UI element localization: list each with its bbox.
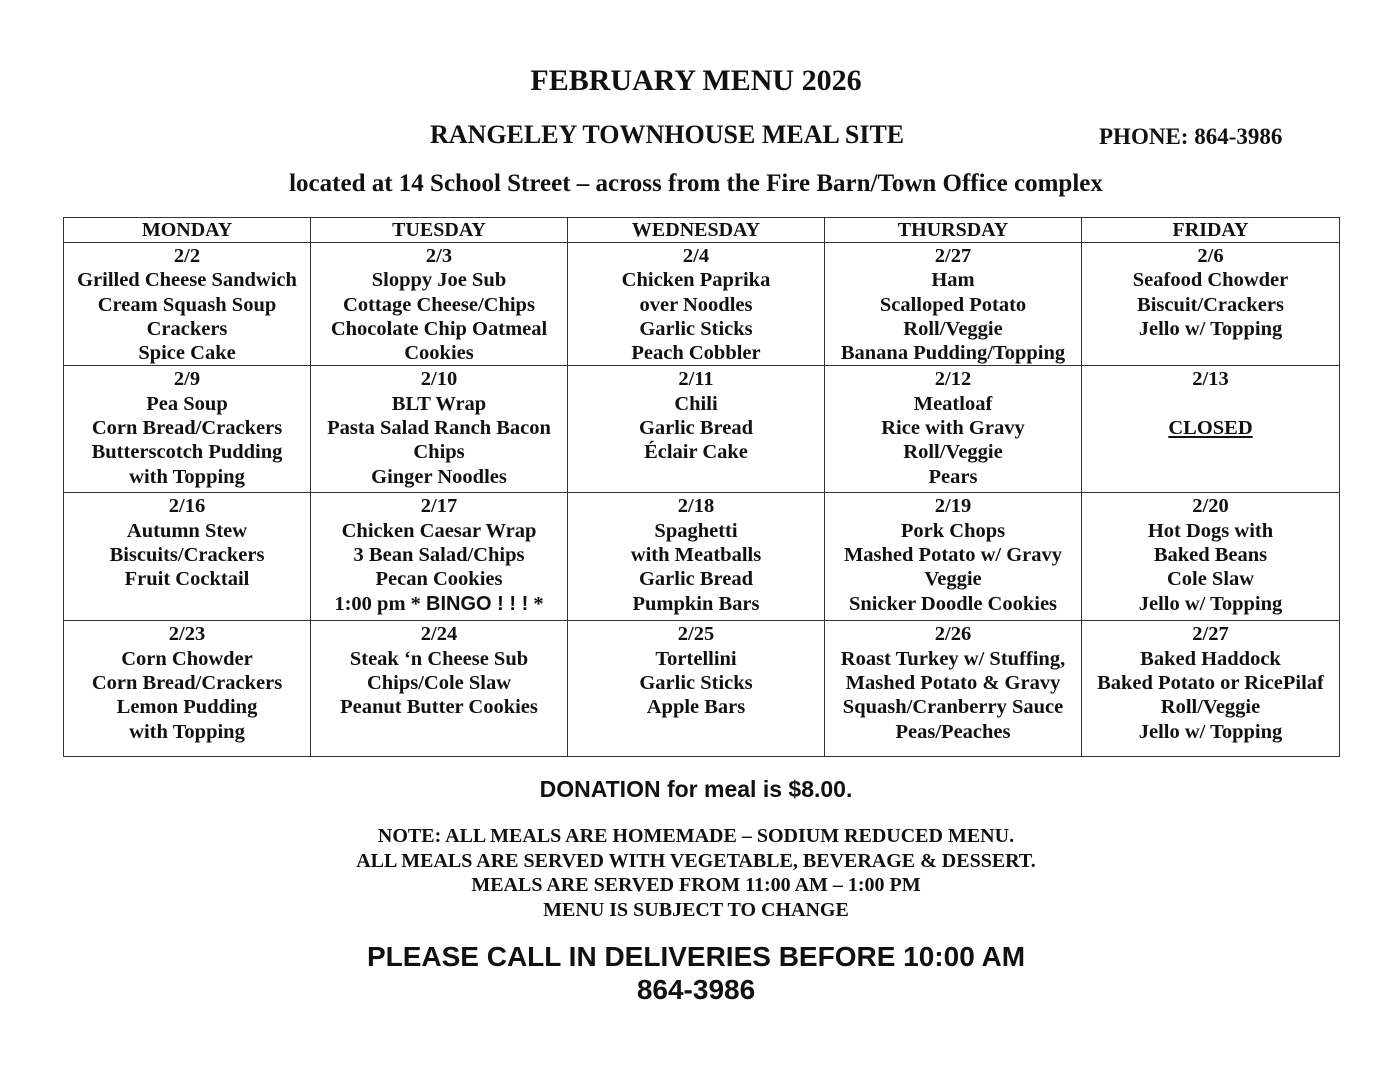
menu-item: BLT Wrap bbox=[391, 392, 487, 415]
menu-date: 2/20 bbox=[1192, 495, 1229, 518]
menu-item: Baked Beans bbox=[1153, 544, 1268, 567]
menu-item: Pumpkin Bars bbox=[632, 592, 760, 615]
menu-cell bbox=[568, 621, 825, 757]
site-name: RANGELEY TOWNHOUSE MEAL SITE bbox=[430, 120, 905, 149]
menu-date: 2/18 bbox=[677, 495, 715, 518]
menu-table bbox=[63, 217, 1340, 757]
menu-date: 2/11 bbox=[678, 368, 714, 391]
page-title: FEBRUARY MENU 2026 bbox=[530, 64, 862, 97]
site-location: located at 14 School Street – across from the Fire Barn/Town Office complex bbox=[289, 170, 1103, 197]
menu-item: Sloppy Joe Sub bbox=[371, 269, 507, 292]
menu-cell bbox=[568, 243, 825, 366]
menu-item: Éclair Cake bbox=[644, 441, 748, 464]
menu-cell bbox=[64, 243, 311, 366]
menu-item: Mashed Potato w/ Gravy bbox=[843, 544, 1063, 567]
menu-date: 2/17 bbox=[420, 495, 458, 518]
menu-item: Chili bbox=[674, 392, 718, 415]
menu-cell bbox=[311, 366, 568, 493]
menu-cell bbox=[825, 243, 1082, 366]
menu-item: Chips bbox=[413, 441, 465, 464]
menu-cell bbox=[825, 493, 1082, 621]
menu-item: Ginger Noodles bbox=[371, 465, 507, 488]
menu-date: 2/24 bbox=[420, 623, 458, 646]
menu-item: Baked Haddock bbox=[1140, 647, 1281, 670]
menu-date: 2/26 bbox=[934, 623, 972, 646]
menu-item: Autumn Stew bbox=[126, 519, 248, 542]
menu-cell bbox=[825, 621, 1082, 757]
menu-cell bbox=[1082, 243, 1340, 366]
menu-item: Pecan Cookies bbox=[375, 568, 503, 591]
menu-date: 2/19 bbox=[934, 495, 972, 518]
menu-date: 2/10 bbox=[420, 368, 458, 391]
day-header-monday: MONDAY bbox=[64, 218, 311, 243]
menu-item: Biscuit/Crackers bbox=[1137, 293, 1284, 316]
menu-item: Squash/Cranberry Sauce bbox=[842, 696, 1064, 719]
menu-cell bbox=[64, 366, 311, 493]
menu-date: 2/4 bbox=[682, 245, 710, 267]
menu-item: 3 Bean Salad/Chips bbox=[353, 544, 525, 567]
menu-cell bbox=[1082, 621, 1340, 757]
menu-item: Cole Slaw bbox=[1166, 568, 1255, 591]
menu-item: Steak ‘n Cheese Sub bbox=[349, 647, 529, 670]
menu-item: Corn Bread/Crackers bbox=[91, 417, 283, 440]
menu-item: Corn Bread/Crackers bbox=[91, 672, 283, 695]
delivery-instruction: PLEASE CALL IN DELIVERIES BEFORE 10:00 AM bbox=[366, 941, 1026, 972]
menu-item: Jello w/ Topping bbox=[1138, 720, 1283, 743]
menu-item: Rice with Gravy bbox=[881, 417, 1025, 440]
menu-item: Peas/Peaches bbox=[895, 720, 1011, 743]
menu-item: Roll/Veggie bbox=[903, 441, 1003, 464]
menu-item: Baked Potato or RicePilaf bbox=[1097, 672, 1324, 695]
menu-item: Garlic Sticks bbox=[639, 317, 753, 340]
menu-item: Biscuits/Crackers bbox=[109, 544, 265, 567]
week-row bbox=[64, 243, 1340, 366]
bingo-end: * bbox=[533, 592, 544, 615]
menu-spacer bbox=[1082, 392, 1339, 416]
note-line: NOTE: ALL MEALS ARE HOMEMADE – SODIUM REDUCED MENU. bbox=[377, 825, 1015, 847]
menu-date: 2/13 bbox=[1192, 368, 1229, 391]
menu-item: with Meatballs bbox=[630, 544, 762, 567]
menu-item: Peanut Butter Cookies bbox=[340, 696, 538, 719]
menu-item: with Topping bbox=[129, 720, 245, 743]
menu-cell bbox=[568, 366, 825, 493]
week-row bbox=[64, 493, 1340, 621]
note-line: MEALS ARE SERVED FROM 11:00 AM – 1:00 PM bbox=[471, 874, 921, 896]
meal-notes bbox=[0, 824, 1392, 922]
menu-item: Cottage Cheese/Chips bbox=[343, 293, 535, 316]
menu-date: 2/23 bbox=[168, 623, 206, 646]
site-phone: PHONE: 864-3986 bbox=[1099, 124, 1283, 149]
closed-label: CLOSED bbox=[1168, 417, 1253, 440]
menu-item: Banana Pudding/Topping bbox=[840, 342, 1066, 365]
menu-item: Chocolate Chip Oatmeal bbox=[330, 317, 548, 340]
menu-item: Pears bbox=[928, 465, 978, 488]
menu-item: Grilled Cheese Sandwich bbox=[77, 269, 297, 292]
day-header-friday: FRIDAY bbox=[1082, 218, 1340, 243]
menu-cell bbox=[311, 621, 568, 757]
menu-cell bbox=[64, 621, 311, 757]
menu-item: Tortellini bbox=[655, 647, 737, 670]
menu-item: Garlic Sticks bbox=[639, 672, 753, 695]
menu-item: Pasta Salad Ranch Bacon bbox=[327, 417, 551, 440]
menu-item: Spaghetti bbox=[654, 519, 738, 542]
week-row bbox=[64, 366, 1340, 493]
delivery-notice bbox=[0, 940, 1392, 1006]
menu-item: Roast Turkey w/ Stuffing, bbox=[840, 647, 1066, 670]
menu-item: Butterscotch Pudding bbox=[91, 441, 283, 464]
menu-cell bbox=[311, 493, 568, 621]
menu-item: Mashed Potato & Gravy bbox=[845, 672, 1061, 695]
note-line: MENU IS SUBJECT TO CHANGE bbox=[543, 898, 849, 921]
menu-item: Seafood Chowder bbox=[1132, 269, 1289, 292]
menu-date: 2/27 bbox=[1192, 623, 1229, 646]
menu-date: 2/3 bbox=[425, 245, 453, 267]
day-header-row bbox=[64, 218, 1340, 243]
menu-item: with Topping bbox=[129, 465, 245, 488]
menu-cell bbox=[311, 243, 568, 366]
menu-item: Ham bbox=[931, 269, 975, 292]
note-line: ALL MEALS ARE SERVED WITH VEGETABLE, BEVERAGE & DESSERT. bbox=[356, 849, 1036, 872]
menu-date: 2/27 bbox=[934, 245, 972, 267]
menu-item: Scalloped Potato bbox=[879, 293, 1027, 316]
menu-item: Apple Bars bbox=[646, 696, 746, 719]
bingo-label: BINGO ! ! ! bbox=[426, 592, 529, 615]
menu-date: 2/9 bbox=[173, 368, 201, 391]
menu-date: 2/2 bbox=[173, 245, 201, 267]
menu-cell bbox=[825, 366, 1082, 493]
menu-date: 2/6 bbox=[1197, 245, 1224, 267]
donation-note: DONATION for meal is $8.00. bbox=[539, 776, 853, 802]
menu-cell bbox=[64, 493, 311, 621]
menu-cell bbox=[1082, 493, 1340, 621]
menu-item: Roll/Veggie bbox=[1160, 696, 1261, 719]
menu-item: Jello w/ Topping bbox=[1138, 592, 1283, 615]
menu-item: Chicken Caesar Wrap bbox=[341, 519, 537, 542]
day-header-thursday: THURSDAY bbox=[825, 218, 1082, 243]
menu-item: Garlic Bread bbox=[638, 568, 754, 591]
menu-item: Jello w/ Topping bbox=[1138, 317, 1283, 340]
menu-cell bbox=[1082, 366, 1340, 493]
menu-item: Pea Soup bbox=[146, 392, 228, 415]
menu-item: Corn Chowder bbox=[121, 647, 253, 670]
menu-item: Meatloaf bbox=[913, 392, 993, 415]
menu-item: Chicken Paprika bbox=[621, 269, 771, 292]
menu-item: Cookies bbox=[404, 342, 474, 365]
day-header-wednesday: WEDNESDAY bbox=[568, 218, 825, 243]
menu-item: over Noodles bbox=[639, 293, 753, 316]
week-row bbox=[64, 621, 1340, 757]
menu-item: Chips/Cole Slaw bbox=[366, 672, 512, 695]
menu-date: 2/12 bbox=[934, 368, 972, 391]
bingo-event bbox=[311, 592, 567, 616]
menu-item: Roll/Veggie bbox=[903, 317, 1003, 340]
menu-item: Garlic Bread bbox=[638, 417, 754, 440]
menu-item: Hot Dogs with bbox=[1147, 519, 1274, 542]
menu-item: Cream Squash Soup bbox=[97, 293, 277, 316]
menu-item: Spice Cake bbox=[138, 342, 236, 365]
menu-item: Lemon Pudding bbox=[116, 696, 258, 719]
menu-item: Crackers bbox=[146, 317, 228, 340]
menu-item: Snicker Doodle Cookies bbox=[848, 592, 1058, 615]
menu-cell bbox=[568, 493, 825, 621]
menu-item: Veggie bbox=[924, 568, 982, 591]
bingo-time: 1:00 pm * bbox=[334, 592, 421, 615]
menu-item: Pork Chops bbox=[900, 519, 1006, 542]
delivery-phone: 864-3986 bbox=[636, 974, 756, 1005]
menu-item: Peach Cobbler bbox=[631, 342, 761, 365]
menu-date: 2/25 bbox=[677, 623, 715, 646]
menu-date: 2/16 bbox=[168, 495, 206, 518]
day-header-tuesday: TUESDAY bbox=[311, 218, 568, 243]
menu-item: Fruit Cocktail bbox=[124, 568, 250, 591]
